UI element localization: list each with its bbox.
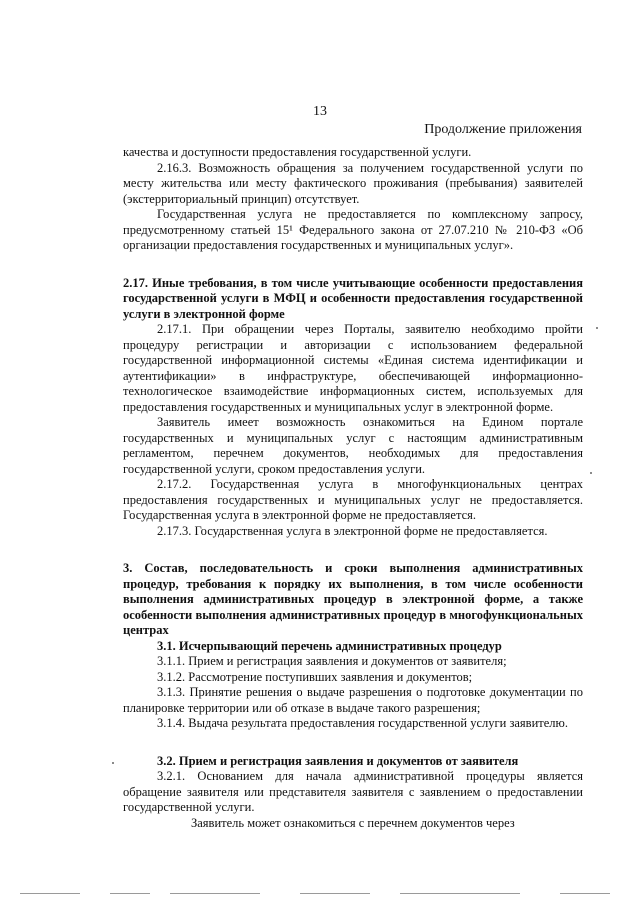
scan-artifact-line	[170, 893, 260, 894]
paragraph-complex-request: Государственная услуга не предоставляется по комплексному запросу, предусмотренному статьей 15¹ Федерального закона от 27.07.210 № 210-ФЗ «Об организации предоставления государственных и муниципальных услуг».	[123, 207, 583, 252]
appendix-continuation-label: Продолжение приложения	[424, 122, 582, 137]
scan-artifact-dot	[590, 472, 592, 474]
list-item-3-1-3: 3.1.3. Принятие решения о выдаче разрешения о подготовке документации по планировке территории или об отказе в выдаче такого разрешения;	[123, 685, 583, 715]
list-item-3-1-2: 3.1.2. Рассмотрение поступивших заявления и документов;	[157, 669, 473, 684]
document-body	[123, 145, 583, 831]
page-number: 13	[313, 104, 327, 119]
paragraph-document-list-familiarization: Заявитель может ознакомиться с перечнем документов через	[191, 815, 515, 830]
subsection-3-1-heading: 3.1. Исчерпывающий перечень административных процедур	[157, 638, 502, 653]
paragraph-quality-continuation: качества и доступности предоставления государственной услуги.	[123, 145, 472, 159]
scan-artifact-line	[400, 893, 520, 894]
section-2-17-heading: 2.17. Иные требования, в том числе учитывающие особенности предоставления государственной услуги в МФЦ и особенности предоставления государственной услуги в электронной форме	[123, 275, 583, 321]
scan-artifact-dot	[112, 762, 114, 764]
scan-artifact-line	[110, 893, 150, 894]
paragraph-2-16-3: 2.16.3. Возможность обращения за получением государственной услуги по месту жительства или месту фактического проживания (пребывания) заявителей (экстерриториальный принцип) отсутствует.	[123, 160, 583, 206]
paragraph-3-2-1: 3.2.1. Основанием для начала административной процедуры является обращение заявителя или представителя заявителя с заявлением о предоставлении государственной услуги.	[123, 769, 583, 814]
paragraph-portal-familiarization: Заявитель имеет возможность ознакомиться на Едином портале государственных и муниципальных услуг с настоящим административным регламентом, перечнем документов, необходимых для предоставления государственной услуги, сроком предоставления услуги.	[123, 415, 583, 476]
subsection-3-2-heading: 3.2. Прием и регистрация заявления и документов от заявителя	[157, 753, 519, 768]
section-3-heading: 3. Состав, последовательность и сроки выполнения административных процедур, требования к порядку их выполнения, в том числе особенности выполнения административных процедур в электронной форме, а также особенности выполнения административных процедур в многофункциональных центрах	[123, 561, 583, 637]
paragraph-2-17-2: 2.17.2. Государственная услуга в многофункциональных центрах предоставления государственных и муниципальных услуг не предоставляется. Государственная услуга в электронной форме не предоставляется.	[123, 477, 583, 522]
scan-artifact-line	[560, 893, 610, 894]
paragraph-2-17-3: 2.17.3. Государственная услуга в электронной форме не предоставляется.	[157, 523, 548, 538]
paragraph-2-17-1: 2.17.1. При обращении через Порталы, заявителю необходимо пройти процедуру регистрации и авторизации с использованием федеральной государственной информационной системы «Единая система идентификации и аутентификации» в инфраструктуре, обеспечивающей информационно-технологическое взаимодействие информационных систем, используемых для предоставления государственных и муниципальных услуг в электронной форме.	[123, 322, 583, 414]
scan-artifact-line	[300, 893, 370, 894]
list-item-3-1-4: 3.1.4. Выдача результата предоставления государственной услуги заявителю.	[157, 716, 568, 730]
scan-artifact-line	[20, 893, 80, 894]
scan-artifact-dot	[596, 327, 598, 329]
list-item-3-1-1: 3.1.1. Прием и регистрация заявления и документов от заявителя;	[157, 654, 507, 668]
